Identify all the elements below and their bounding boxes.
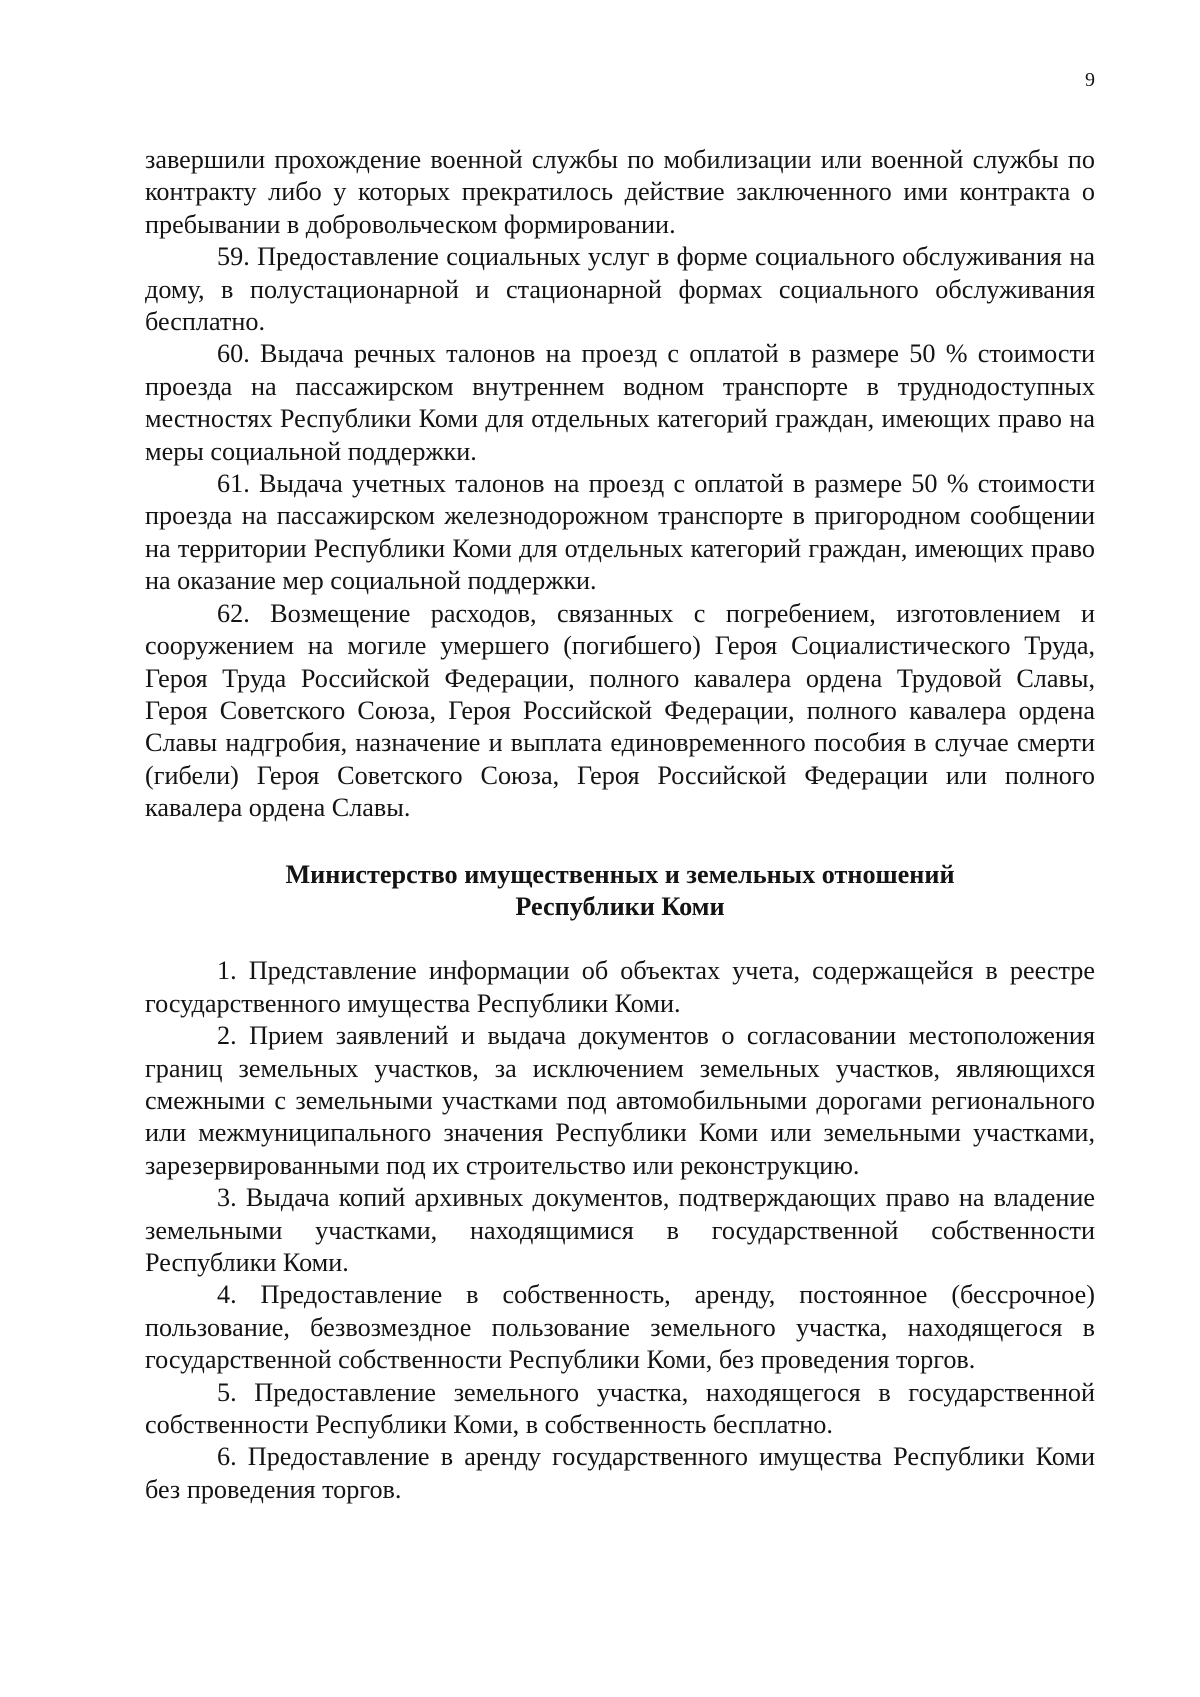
list-item-6: 6. Предоставление в аренду государственного имущества Республики Коми без проведения торгов. <box>145 1442 1095 1504</box>
list-item-59: 59. Предоставление социальных услуг в форме социального обслуживания на дому, в полустационарной и стационарной формах социального обслуживания бесплатно. <box>145 242 1095 337</box>
list-item-5: 5. Предоставление земельного участка, находящегося в государственной собственности Республики Коми, в собственность бесплатно. <box>145 1377 1095 1440</box>
list-item-4: 4. Предоставление в собственность, аренду, постоянное (бессрочное) пользование, безвозмездное пользование земельного участка, находящегося в государственной собственности Республики Коми, без проведения торгов. <box>145 1280 1095 1375</box>
list-item-60: 60. Выдача речных талонов на проезд с оплатой в размере 50 % стоимости проезда на пассажирском внутреннем водном транспорте в труднодоступных местностях Республики Коми для отдельных категорий граждан, имеющих право на меры социальной поддержки. <box>145 339 1095 466</box>
list-item-1: 1. Представление информации об объектах учета, содержащейся в реестре государственного имущества Республики Коми. <box>145 956 1095 1018</box>
list-item-61: 61. Выдача учетных талонов на проезд с оплатой в размере 50 % стоимости проезда на пассажирском железнодорожном транспорте в пригородном сообщении на территории Республики Коми для отдельных категорий граждан, имеющих право на оказание мер социальной поддержки. <box>145 469 1095 596</box>
page-number: 9 <box>1085 69 1095 91</box>
section-heading-line-1: Министерство имущественных и земельных отношений <box>285 859 955 889</box>
list-item-62: 62. Возмещение расходов, связанных с погребением, изготовлением и сооружением на могиле умершего (погибшего) Героя Социалистического Труда, Героя Труда Российской Федерации, полного кавалера ордена Трудовой Славы, Героя Советского Союза, Героя Российской Федерации, полного кавалера ордена Славы надгробия, назначение и выплата единовременного пособия в случае смерти (гибели) Героя Советского Союза, Героя Российской Федерации или полного кавалера ордена Славы. <box>145 598 1095 823</box>
continuation-paragraph: завершили прохождение военной службы по мобилизации или военной службы по контракту либо у которых прекратилось действие заключенного ими контракта о пребывании в добровольческом формировании. <box>145 145 1095 239</box>
list-item-3: 3. Выдача копий архивных документов, подтверждающих право на владение земельными участками, находящимися в государственной собственности Республики Коми. <box>145 1183 1095 1277</box>
document-body <box>145 144 1095 1506</box>
section-heading <box>145 859 1095 924</box>
list-item-2: 2. Прием заявлений и выдача документов о согласовании местоположения границ земельных участков, за исключением земельных участков, являющихся смежными с земельными участками под автомобильными дорогами регионального или межмуниципального значения Республики Коми или земельными участками, зарезервированными под их строительство или реконструкцию. <box>145 1021 1095 1180</box>
section-heading-line-2: Республики Коми <box>515 891 725 921</box>
